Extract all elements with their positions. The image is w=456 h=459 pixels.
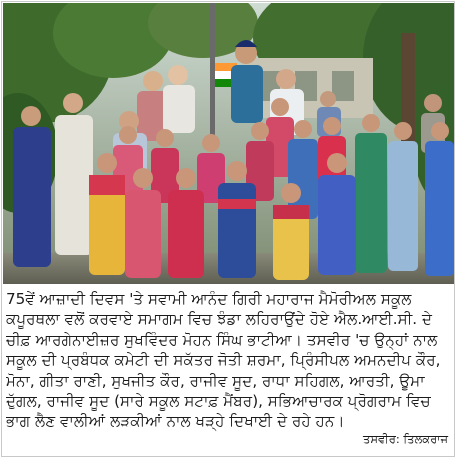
photo-credit: ਤਸਵੀਰ: ਤਿਲਕਰਾਜ	[363, 432, 448, 446]
caption-text: 75ਵੇਂ ਆਜ਼ਾਦੀ ਦਿਵਸ 'ਤੇ ਸਵਾਮੀ ਆਨੰਦ ਗਿਰੀ ਮਹਾਰਾਜ ਮੈਮੋਰੀਅਲ ਸਕੂਲ ਕਪੂਰਥਲਾ ਵਲੋਂ ਕਰਵਾਏ ਸਮਾਗਮ ਵਿਚ ਝੰਡਾ ਲਹਿਰਾਉਂਦੇ ਹੋਏ ਐਲ.ਆਈ.ਸੀ. ਦੇ ਚੀਫ਼ ਆਰਗੇਨਾਈਜ਼ਰ ਸੁਖਵਿੰਦਰ ਮੋਹਨ ਸਿੰਘ ਭਾਟੀਆ। ਤਸਵੀਰ 'ਚ ਉਨ੍ਹਾਂ ਨਾਲ ਸਕੂਲ ਦੀ ਪ੍ਰਬੰਧਕ ਕਮੇਟੀ ਦੀ ਸਕੱਤਰ ਜੋਤੀ ਸ਼ਰਮਾ, ਪ੍ਰਿੰਸੀਪਲ ਅਮਨਦੀਪ ਕੌਰ, ਮੋਨਾ, ਗੀਤਾ ਰਾਣੀ, ਸੁਖਜੀਤ ਕੌਰ, ਰਾਜੀਵ ਸੂਦ, ਰਾਧਾ ਸਹਿਗਲ, ਆਰਤੀ, ਊਮਾ ਦੁੱਗਲ, ਰਾਜੀਵ ਸੂਦ (ਸਾਰੇ ਸਕੂਲ ਸਟਾਫ਼ ਮੈਂਬਰ), ਸਭਿਆਚਾਰਕ ਪ੍ਰੋਗਰਾਮ ਵਿਚ ਭਾਗ ਲੈਣ ਵਾਲੀਆਂ ਲੜਕੀਆਂ ਨਾਲ ਖੜ੍ਹੇ ਦਿਖਾਈ ਦੇ ਰਹੇ ਹਨ।	[6, 290, 441, 431]
group-photo-illustration	[3, 3, 454, 284]
news-photo	[3, 3, 454, 284]
photo-caption	[6, 289, 450, 451]
news-clipping	[1, 1, 455, 457]
